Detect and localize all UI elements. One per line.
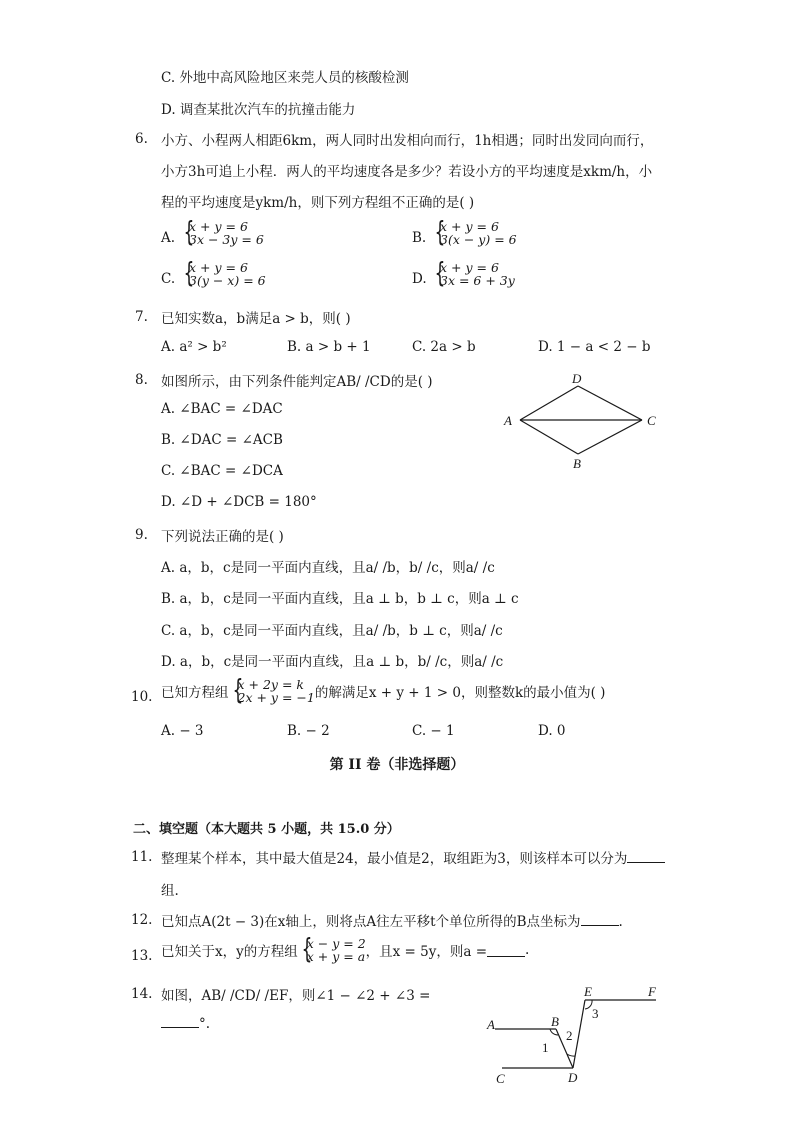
q7-option-b: B. a > b + 1 [287, 339, 371, 355]
q14-stem-line1: 如图，AB/ /CD/ /EF，则∠1 − ∠2 + ∠3 = [161, 988, 431, 1004]
q12-answer-blank[interactable] [581, 913, 619, 926]
q6-option-c-label: C. [161, 271, 176, 287]
q14-label-b: B [551, 1014, 559, 1029]
q11-stem-line2: 组. [161, 883, 179, 899]
q14-parallel-lines-figure [480, 982, 670, 1090]
q9-option-c: C. a，b，c是同一平面内直线，且a/ /b，b ⊥ c，则a/ /c [161, 623, 503, 639]
q8-edge-ba [520, 420, 578, 454]
q8-edge-cb [578, 420, 642, 454]
q6-option-a-label: A. [161, 230, 176, 246]
q7-option-d: D. 1 − a < 2 − b [538, 339, 651, 355]
q8-rhombus-figure [500, 368, 670, 474]
q9-option-d: D. a，b，c是同一平面内直线，且a ⊥ b，b/ /c，则a/ /c [161, 654, 504, 670]
q12-number: 12. [131, 912, 153, 928]
q8-edge-dc [578, 386, 642, 420]
q14-answer-blank[interactable] [161, 1015, 199, 1028]
q6-option-c-system: { x + y = 6 3(y − x) = 6 [183, 256, 266, 289]
q11-stem-line1: 整理某个样本，其中最大值是24，最小值是2，取组距为3，则该样本可以分为 [161, 847, 665, 867]
q7-stem: 已知实数a，b满足a > b，则( ) [161, 311, 351, 327]
q6-option-b-label: B. [412, 230, 427, 246]
q6-option-d-label: D. [412, 271, 427, 287]
q10-option-a: A. − 3 [161, 723, 204, 739]
q5-option-d: D. 调查某批次汽车的抗撞击能力 [161, 102, 356, 118]
q8-label-c: C [647, 413, 656, 428]
q9-option-a: A. a，b，c是同一平面内直线，且a/ /b，b/ /c，则a/ /c [161, 560, 495, 576]
q8-label-a: A [504, 413, 512, 428]
q8-option-c: C. ∠BAC = ∠DCA [161, 463, 283, 479]
section-fill-in-heading: 二、填空题（本大题共 5 小题，共 15.0 分） [133, 822, 400, 837]
q14-angle-1-label: 1 [542, 1040, 549, 1055]
q13-number: 13. [131, 948, 153, 964]
q5-option-c: C. 外地中高风险地区来莞人员的核酸检测 [161, 70, 409, 86]
q8-label-b: B [573, 456, 581, 471]
q8-label-d: D [572, 371, 582, 386]
q14-angle-3-arc [585, 1000, 592, 1009]
q6-stem-line1: 小方、小程两人相距6km，两人同时出发相向而行，1h相遇；同时出发同向而行， [161, 133, 654, 149]
q10-number: 10. [131, 689, 153, 705]
q10-option-c: C. − 1 [412, 723, 455, 739]
q14-label-f: F [648, 984, 656, 999]
q8-option-b: B. ∠DAC = ∠ACB [161, 432, 283, 448]
q14-number: 14. [131, 986, 153, 1002]
q7-option-c: C. 2a > b [412, 339, 476, 355]
q8-number: 8. [135, 372, 148, 388]
q8-stem: 如图所示，由下列条件能判定AB/ /CD的是( ) [161, 374, 433, 390]
q9-stem: 下列说法正确的是( ) [161, 529, 284, 545]
q14-stem-line2: °. [161, 1015, 210, 1032]
q8-option-a: A. ∠BAC = ∠DAC [161, 401, 283, 417]
part2-title: 第 II 卷（非选择题） [329, 757, 465, 773]
q14-angle-2-label: 2 [566, 1028, 573, 1043]
q6-stem-line2: 小方3h可追上小程．两人的平均速度各是多少？若设小方的平均速度是xkm/h，小 [161, 164, 653, 180]
q9-option-b: B. a，b，c是同一平面内直线，且a ⊥ b，b ⊥ c，则a ⊥ c [161, 591, 519, 607]
q8-edge-ad [520, 386, 578, 420]
q9-number: 9. [135, 527, 148, 543]
q14-label-a: A [487, 1017, 495, 1032]
q6-stem-line3: 程的平均速度是ykm/h，则下列方程组不正确的是( ) [161, 195, 475, 211]
q10-stem: 已知方程组 { x + 2y = k 2x + y = −1 的解满足x + y + 1 > 0，则整数k的最小值为( ) [161, 673, 606, 706]
q6-option-d-system: { x + y = 6 3x = 6 + 3y [434, 256, 515, 289]
q13-answer-blank[interactable] [487, 944, 525, 957]
q6-number: 6. [135, 131, 148, 147]
q11-answer-blank[interactable] [627, 850, 665, 863]
q8-option-d: D. ∠D + ∠DCB = 180° [161, 494, 317, 510]
q14-label-d: D [568, 1070, 578, 1085]
q12-stem: 已知点A(2t − 3)在x轴上，则将点A往左平移t个单位所得的B点坐标为 . [161, 914, 623, 930]
q14-angle-3-label: 3 [592, 1006, 599, 1021]
q6-option-b-system: { x + y = 6 3(x − y) = 6 [434, 215, 517, 248]
q14-segment-ed [573, 1000, 585, 1068]
q6-option-a-system: { x + y = 6 3x − 3y = 6 [183, 215, 264, 248]
q11-number: 11. [131, 849, 153, 865]
q7-option-a: A. a² > b² [161, 339, 227, 355]
q10-option-b: B. − 2 [287, 723, 330, 739]
q10-option-d: D. 0 [538, 723, 566, 739]
q14-label-e: E [584, 984, 592, 999]
q7-number: 7. [135, 309, 148, 325]
q14-label-c: C [496, 1071, 505, 1086]
q13-stem: 已知关于x，y的方程组 { x − y = 2 x + y = a ，且x = 5y，则a = . [161, 932, 530, 965]
